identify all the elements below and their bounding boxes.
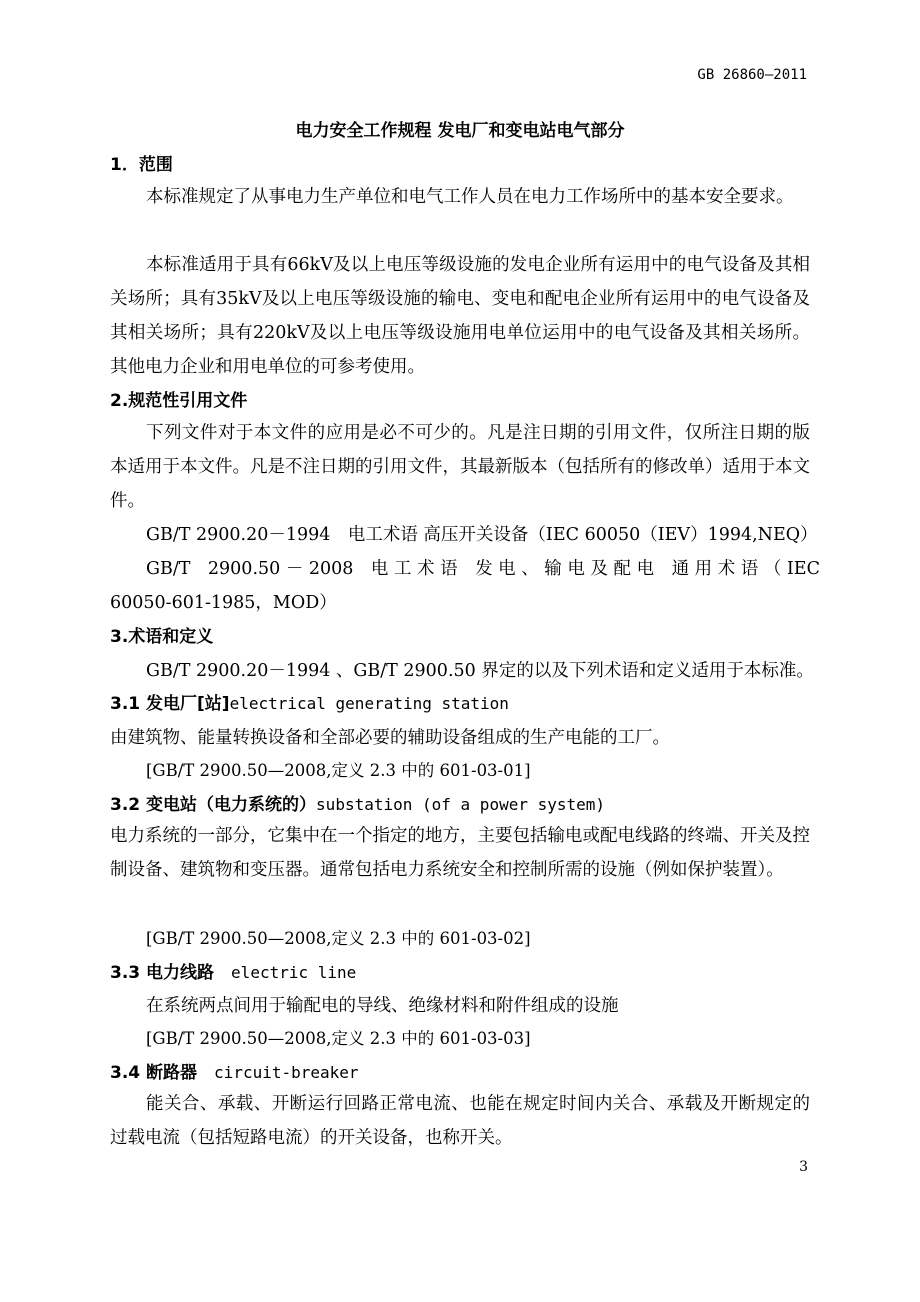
- term-3-2-definition: 电力系统的一部分，它集中在一个指定的地方，主要包括输电或配电线路的终端、开关及控制设备、建筑物和变压器。通常包括电力系统安全和控制所需的设施（例如保护装置）。: [110, 826, 810, 880]
- reference-gbt-2900-50-line-2: 60050-601-1985，MOD）: [110, 593, 337, 613]
- document-code: GB 26860—2011: [697, 67, 807, 83]
- page-number: 3: [799, 1159, 808, 1175]
- term-3-1-name: 3.1 发电厂[站]: [110, 694, 230, 714]
- section-1-paragraph-2: 本标准适用于具有66kV及以上电压等级设施的发电企业所有运用中的电气设备及其相关场所；具有35kV及以上电压等级设施的输电、变电和配电企业所有运用中的电气设备及其相关场所；具有220kV及以上电压等级设施用电单位运用中的电气设备及其相关场所。其他电力企业和用电单位的可参考使用。: [110, 255, 810, 377]
- term-3-3-definition: 在系统两点间用于输配电的导线、绝缘材料和附件组成的设施: [146, 996, 619, 1016]
- term-3-4-name: 3.4 断路器: [110, 1063, 198, 1083]
- reference-gbt-2900-50-line-1: GB/T 2900.50 － 2008 电 工 术 语 发 电 、 输 电 及 配 电 通 用 术 语 （ IEC: [146, 559, 820, 579]
- term-3-3-heading: [110, 958, 356, 983]
- section-2-heading: 2.规范性引用文件: [110, 391, 248, 411]
- section-3-heading: 3.术语和定义: [110, 627, 214, 647]
- term-3-1-source: [GB/T 2900.50—2008,定义 2.3 中的 601-03-01]: [146, 761, 531, 780]
- term-3-4-definition: 能关合、承载、开断运行回路正常电流、也能在规定时间内关合、承载及开断规定的过载电流（包括短路电流）的开关设备，也称开关。: [110, 1094, 810, 1148]
- term-3-2-name: 3.2 变电站（电力系统的）: [110, 795, 317, 815]
- term-3-1-english: electrical generating station: [229, 694, 509, 713]
- term-3-3-english: electric line: [231, 963, 357, 982]
- term-3-1-heading: [110, 689, 509, 714]
- term-3-4-english: circuit-breaker: [214, 1063, 359, 1082]
- term-3-2-source: [GB/T 2900.50—2008,定义 2.3 中的 601-03-02]: [146, 929, 531, 948]
- reference-gbt-2900-20: GB/T 2900.20－1994 电工术语 高压开关设备（IEC 60050（IEV）1994,NEQ）: [146, 525, 818, 545]
- term-3-4-heading: [110, 1058, 359, 1083]
- page-title: 电力安全工作规程 发电厂和变电站电气部分: [295, 121, 625, 141]
- section-1-heading: 1．范围: [110, 155, 173, 175]
- term-3-2-heading: [110, 790, 605, 815]
- term-3-3-source: [GB/T 2900.50—2008,定义 2.3 中的 601-03-03]: [146, 1029, 531, 1048]
- term-3-2-english: substation (of a power system): [316, 795, 606, 814]
- term-3-3-name: 3.3 电力线路: [110, 963, 215, 983]
- section-3-intro: GB/T 2900.20－1994 、GB/T 2900.50 界定的以及下列术语和定义适用于本标准。: [146, 661, 814, 681]
- term-3-1-definition: 由建筑物、能量转换设备和全部必要的辅助设备组成的生产电能的工厂。: [110, 728, 670, 748]
- section-2-paragraph-1: 下列文件对于本文件的应用是必不可少的。凡是注日期的引用文件，仅所注日期的版本适用于本文件。凡是不注日期的引用文件，其最新版本（包括所有的修改单）适用于本文件。: [110, 423, 810, 511]
- section-1-paragraph-1: 本标准规定了从事电力生产单位和电气工作人员在电力工作场所中的基本安全要求。: [146, 187, 794, 207]
